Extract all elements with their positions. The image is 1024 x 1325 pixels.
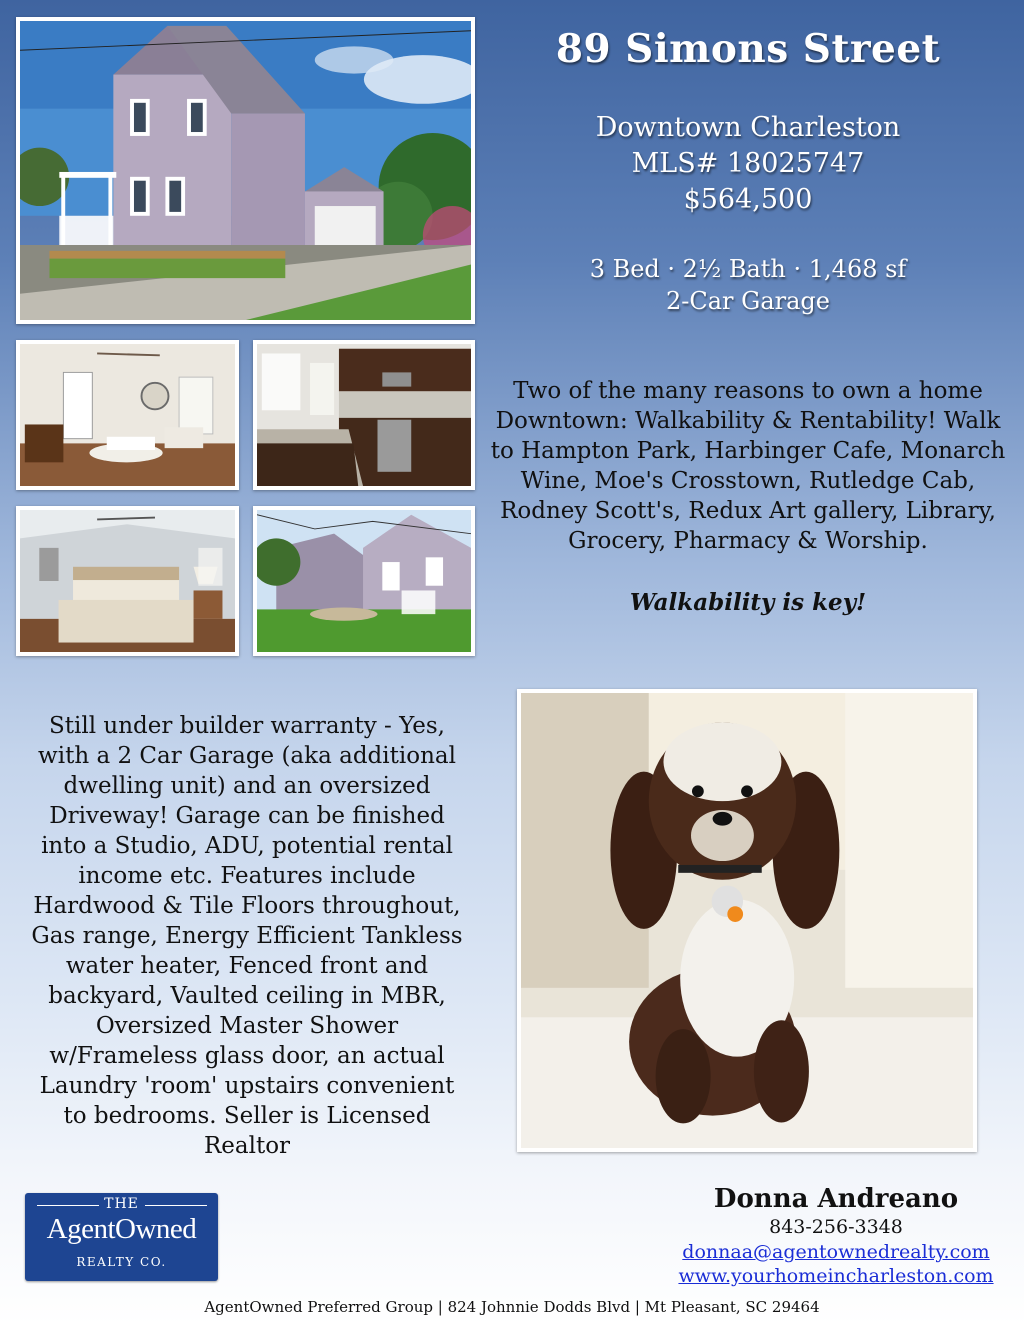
agent-email-link[interactable]: donnaa@agentownedrealty.com (682, 1241, 990, 1263)
logo-the: THE (104, 1196, 139, 1212)
mls-number: MLS# 18025747 (631, 148, 865, 179)
agent-website-link[interactable]: www.yourhomeincharleston.com (678, 1265, 994, 1287)
listing-price: $564,500 (683, 184, 813, 215)
logo-realty-co: REALTY CO. (76, 1255, 167, 1269)
agent-name: Donna Andreano (713, 1184, 959, 1214)
description-walkability: Two of the many reasons to own a home Downtown: Walkability & Rentability! Walk to Hampton Park, Harbinger Cafe, Monarch Wine, Moe's Crosstown, Rutledge Cab, Rodney Scott's, Redux Art gallery, Library, Grocery, Pharmacy & Worship. (490, 378, 1006, 554)
backyard-photo (253, 506, 475, 656)
exterior-photo (16, 17, 475, 324)
listing-specs (490, 253, 1006, 317)
tagline: Walkability is key! (629, 589, 867, 616)
kitchen-photo (253, 340, 475, 490)
specs-beds-baths-sqft: 3 Bed · 2½ Bath · 1,468 sf (589, 255, 907, 283)
bedroom-photo (16, 506, 239, 656)
agent-phone: 843-256-3348 (769, 1216, 903, 1238)
listing-location-block (490, 110, 1006, 218)
listing-title: 89 Simons Street (555, 26, 941, 72)
neighborhood: Downtown Charleston (595, 112, 901, 143)
logo-wordmark: AgentOwned (46, 1213, 197, 1245)
footer-address: AgentOwned Preferred Group | 824 Johnnie Dodds Blvd | Mt Pleasant, SC 29464 (204, 1298, 820, 1316)
living-room-photo (16, 340, 239, 490)
specs-garage: 2-Car Garage (666, 287, 830, 315)
agentowned-logo (25, 1193, 218, 1281)
dog-photo (517, 689, 977, 1152)
description-features: Still under builder warranty - Yes, with a 2 Car Garage (aka additional dwelling unit) and an oversized Driveway! Garage can be finished into a Studio, ADU, potential rental income etc. Features include Hardwood & Tile Floors throughout, Gas range, Energy Efficient Tankless water heater, Fenced front and backyard, Vaulted ceiling in MBR, Oversized Master Shower w/Frameless glass door, an actual Laundry 'room' upstairs convenient to bedrooms. Seller is Licensed Realtor (31, 713, 463, 1159)
